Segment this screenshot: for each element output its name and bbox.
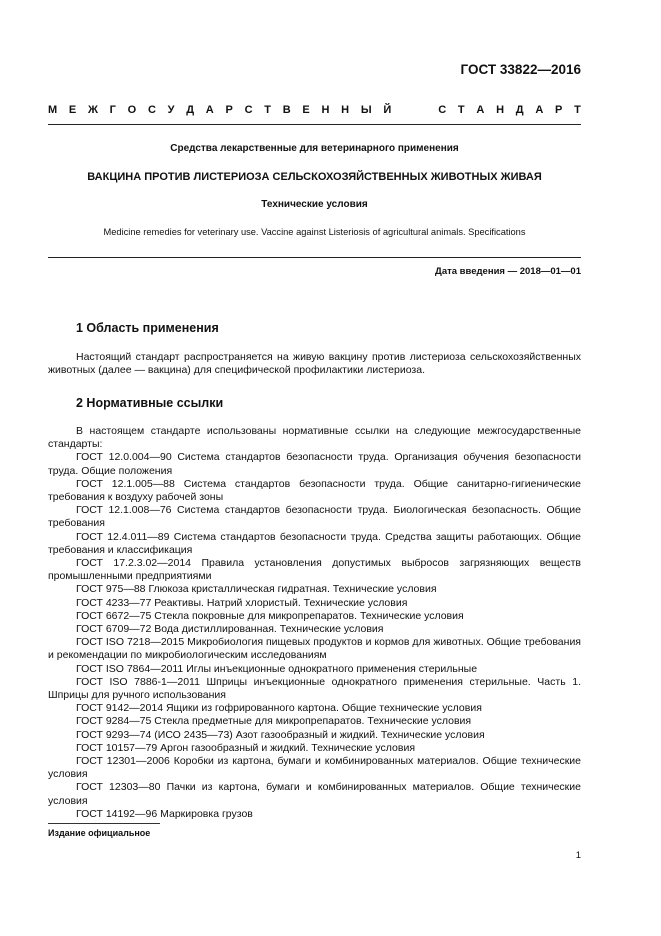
reference-item: ГОСТ 12.1.005—88 Система стандартов безопасности труда. Общие санитарно-гигиенические требования к воздуху рабочей зоны — [48, 477, 581, 504]
page-number: 1 — [575, 850, 581, 861]
banner-letter: Е — [302, 104, 310, 116]
banner-letter: Т — [574, 104, 581, 116]
reference-item: ГОСТ 4233—77 Реактивы. Натрий хлористый. Технические условия — [76, 596, 408, 609]
banner-letter: С — [147, 104, 156, 116]
reference-item: ГОСТ 17.2.3.02—2014 Правила установления допустимых выбросов загрязняющих веществ промышленными предприятиями — [48, 557, 581, 583]
document-subtitle: Средства лекарственные для ветеринарного применения — [170, 143, 459, 154]
reference-item: ГОСТ ISO 7218—2015 Микробиология пищевых продуктов и кормов для животных. Общие требования и рекомендации по микробиологическим исследованиям — [48, 636, 581, 662]
reference-item: ГОСТ 6709—72 Вода дистиллированная. Технические условия — [76, 623, 384, 636]
official-edition-label: Издание официальное — [48, 828, 151, 838]
header-rule — [48, 257, 581, 258]
english-title: Medicine remedies for veterinary use. Vaccine against Listeriosis of agricultural animals. Specifications — [103, 227, 526, 237]
document-title: ВАКЦИНА ПРОТИВ ЛИСТЕРИОЗА СЕЛЬСКОХОЗЯЙСТВЕННЫХ ЖИВОТНЫХ ЖИВАЯ — [87, 171, 542, 183]
introduction-date: Дата введения — 2018—01—01 — [435, 266, 581, 277]
banner-letter: Ж — [87, 104, 98, 116]
reference-item: ГОСТ 6672—75 Стекла покровные для микропрепаратов. Технические условия — [76, 609, 464, 622]
reference-item: ГОСТ 12301—2006 Коробки из картона, бумаги и комбинированных материалов. Общие технические условия — [48, 755, 581, 781]
reference-item: ГОСТ 14192—96 Маркировка грузов — [76, 807, 253, 820]
banner-letter: С — [244, 104, 253, 116]
banner-letter: Й — [383, 104, 392, 116]
reference-item: ГОСТ 12.1.008—76 Система стандартов безопасности труда. Биологическая безопасность. Общие требования — [48, 504, 581, 530]
banner-letter: Н — [496, 104, 505, 116]
section-references-body — [48, 425, 581, 821]
reference-item: ГОСТ 9142—2014 Ящики из гофрированного картона. Общие технические условия — [76, 702, 482, 715]
banner-letter: А — [205, 104, 214, 116]
banner-letter: У — [167, 104, 175, 116]
banner-letter: Т — [264, 104, 271, 116]
paragraph: Настоящий стандарт распространяется на живую вакцину против листериоза сельскохозяйственных животных (далее — вакцина) для специфической профилактики листериоза. — [48, 351, 581, 377]
section-heading-references: 2 Нормативные ссылки — [76, 396, 224, 410]
reference-item: ГОСТ ISO 7886-1—2011 Шприцы инъекционные однократного применения стерильные. Часть 1. Шприцы для ручного использования — [48, 675, 581, 702]
banner-letter: Н — [341, 104, 350, 116]
section-scope-body — [48, 351, 581, 377]
banner-letter: С — [438, 104, 447, 116]
reference-item: ГОСТ 9293—74 (ИСО 2435—73) Азот газообразный и жидкий. Технические условия — [76, 728, 485, 741]
banner-letter: Д — [186, 104, 195, 116]
banner-letter: Д — [515, 104, 524, 116]
banner-letter: Р — [555, 104, 563, 116]
reference-item: ГОСТ ISO 7864—2011 Иглы инъекционные однократного применения стерильные — [76, 662, 478, 675]
document-code: ГОСТ 33822—2016 — [460, 62, 581, 77]
banner-letter: Р — [225, 104, 233, 116]
banner-letter: Н — [321, 104, 330, 116]
reference-item: ГОСТ 12303—80 Пачки из картона, бумаги и комбинированных материалов. Общие технические условия — [48, 781, 581, 807]
banner-letter: О — [127, 104, 137, 116]
reference-item: ГОСТ 9284—75 Стекла предметные для микропрепаратов. Технические условия — [76, 715, 472, 728]
reference-item: ГОСТ 10157—79 Аргон газообразный и жидкий. Технические условия — [76, 741, 416, 754]
reference-item: ГОСТ 12.4.011—89 Система стандартов безопасности труда. Средства защиты работающих. Общие требования и классификация — [48, 530, 581, 556]
banner-letter: Ы — [360, 104, 372, 116]
footer-rule — [48, 823, 160, 824]
banner-letter: А — [476, 104, 485, 116]
banner-letter: А — [535, 104, 544, 116]
paragraph: В настоящем стандарте использованы нормативные ссылки на следующие межгосударственные стандарты: — [48, 425, 581, 451]
section-heading-scope: 1 Область применения — [76, 321, 219, 335]
banner-letter: В — [282, 104, 291, 116]
reference-item: ГОСТ 12.0.004—90 Система стандартов безопасности труда. Организация обучения безопасности труда. Общие положения — [48, 451, 581, 477]
banner-letter: Т — [457, 104, 465, 116]
banner-letter: Е — [68, 104, 77, 116]
reference-item: ГОСТ 975—88 Глюкоза кристаллическая гидратная. Технические условия — [76, 583, 437, 596]
document-type: Технические условия — [261, 199, 368, 210]
banner-letter: Г — [109, 104, 116, 116]
banner-letter: М — [48, 104, 58, 116]
top-rule — [48, 124, 581, 125]
standard-banner — [48, 104, 581, 116]
